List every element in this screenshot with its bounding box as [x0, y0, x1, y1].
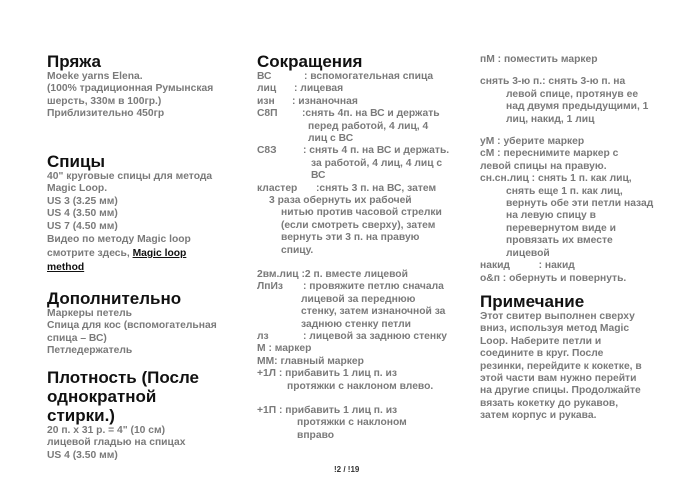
text-line: (100% традиционная Румынская — [47, 83, 214, 95]
text-line: Moeke yarns Elena. — [47, 71, 143, 82]
text-line: Magic Loop. — [47, 183, 108, 195]
text-line: Маркеры петель — [47, 308, 132, 319]
heading-note: Примечание — [480, 292, 585, 311]
text-line: этой части вам нужно перейти — [480, 373, 637, 385]
abbr-def: стенку, затем изнаночной за — [301, 306, 446, 318]
heading-gauge: стирки.) — [47, 406, 115, 425]
abbr-line: снять 3-ю п.: снять 3-ю п. на — [480, 76, 626, 88]
abbr-def: спицу. — [281, 244, 314, 256]
abbr-line: левой спицы на правую. — [480, 160, 607, 172]
abbr-line: ММ: главный маркер — [257, 355, 364, 367]
abbr-def: лиц с ВС — [308, 133, 354, 145]
abbr-def: за работой, 4 лиц, 4 лиц с — [311, 157, 443, 169]
abbr-def: протяжки с наклоном влево. — [287, 380, 434, 392]
section-abbreviations-2 — [480, 54, 653, 285]
text-line: на другие спицы. Продолжайте — [480, 385, 641, 397]
text-line: Этот свитер выполнен сверху — [480, 311, 635, 322]
section-needles — [47, 152, 212, 275]
section-abbreviations — [257, 52, 449, 257]
abbr-line: накид : накид — [480, 260, 575, 272]
abbr-def: перед работой, 4 лиц, 4 — [308, 120, 429, 132]
section-yarn — [47, 52, 213, 121]
abbr-def: : лицевой за заднюю стенку — [303, 331, 447, 343]
abbr-def: вернуть обе эти петли назад — [506, 198, 654, 210]
abbr-def: снять еще 1 п. как лиц, — [506, 185, 623, 197]
section-note — [480, 292, 642, 423]
text-line: 40" круговые спицы для метода — [47, 171, 213, 182]
abbr-line: М : маркер — [257, 343, 312, 355]
abbr-def: лиц, накид, 1 лиц — [506, 113, 595, 125]
text-line: вязать кокетку до рукавов, — [480, 397, 619, 409]
text-line: US 3 (3.25 мм) — [47, 195, 118, 207]
text-line: Видео по методу Magic loop — [47, 234, 191, 246]
text-line: Петледержатель — [47, 345, 133, 357]
text-line: шерсть, 330м в 100гр.) — [47, 95, 162, 107]
text-line: Спица для кос (вспомогательная — [47, 320, 217, 332]
abbr-line: уМ : уберите маркер — [480, 136, 585, 148]
abbr-def: ВС — [311, 170, 326, 182]
abbr-def: 3 раза обернуть их рабочей — [269, 195, 412, 207]
section-extra — [47, 289, 217, 358]
section-abbreviations-cont — [257, 269, 447, 442]
heading-gauge: однократной — [47, 387, 157, 406]
abbr-def: :снять 4п. на ВС и держать — [302, 108, 440, 120]
abbr-def: перевернутом виде и — [506, 222, 616, 234]
page-number: !2 / !19 — [334, 465, 360, 474]
abbr-term: ЛпИз — [257, 281, 283, 293]
abbr-term: ВС — [257, 71, 272, 82]
abbr-line: сн.сн.лиц : снять 1 п. как лиц, — [480, 173, 632, 185]
abbr-def: (если смотреть сверху), затем — [281, 219, 436, 231]
abbr-def: заднюю стенку петли — [301, 318, 411, 330]
text-line: спица – ВС) — [47, 332, 107, 344]
abbr-def: : вспомогательная спица — [304, 71, 434, 82]
abbr-def: протяжки с наклоном — [297, 417, 407, 429]
magic-loop-link[interactable]: Magic loop — [132, 248, 187, 260]
text-line: соедините в круг. После — [480, 348, 604, 360]
section-gauge — [47, 368, 199, 462]
text-line: US 7 (4.50 мм) — [47, 220, 118, 232]
abbr-line: сМ : переснимите маркер с — [480, 148, 619, 160]
heading-needles: Спицы — [47, 152, 105, 171]
abbr-def: лицевой — [506, 247, 550, 259]
abbr-term: С8З — [257, 145, 277, 157]
heading-extra: Дополнительно — [47, 289, 182, 308]
abbr-term: лз — [257, 331, 269, 343]
text-line: затем корпус и рукава. — [480, 410, 597, 422]
abbr-line: 2вм.лиц :2 п. вместе лицевой — [257, 269, 408, 280]
abbr-term: С8П — [257, 108, 278, 120]
text-line: Приблизительно 450гр — [47, 108, 165, 120]
abbr-term: кластер — [257, 182, 298, 194]
magic-loop-link-cont[interactable]: method — [47, 262, 85, 274]
text-line: US 4 (3.50 мм) — [47, 449, 118, 461]
abbr-def: лицевой за переднюю — [301, 293, 416, 305]
abbr-def: вправо — [297, 429, 335, 441]
abbr-line: +1Л : прибавить 1 лиц п. из — [257, 368, 397, 380]
abbr-def: вернуть эти 3 п. на правую — [281, 232, 420, 244]
abbr-def: нитью против часовой стрелки — [281, 207, 442, 219]
abbr-line: о&п : обернуть и повернуть. — [480, 272, 627, 284]
heading-yarn: Пряжа — [47, 52, 102, 71]
abbr-def: : провяжите петлю сначала — [303, 281, 444, 293]
abbr-line: +1П : прибавить 1 лиц п. из — [257, 405, 398, 417]
abbr-def: : лицевая — [294, 83, 344, 95]
abbr-def: провязать их вместе — [506, 235, 613, 247]
text-line: вниз, используя метод Magic — [480, 323, 630, 335]
text-line: резинки, перейдите к кокетке, в — [480, 360, 642, 372]
abbr-def: :снять 3 п. на ВС, затем — [316, 182, 437, 194]
abbr-def: : снять 4 п. на ВС и держать. — [303, 145, 450, 157]
abbr-def: : изнаночная — [292, 95, 358, 107]
abbr-term: лиц — [257, 83, 277, 95]
text-line: 20 п. х 31 р. = 4" (10 см) — [47, 425, 166, 436]
abbr-line: пМ : поместить маркер — [480, 54, 598, 65]
heading-abbreviations: Сокращения — [257, 52, 363, 71]
text-line: лицевой гладью на спицах — [47, 437, 186, 449]
text-line: Loop. Наберите петли и — [480, 335, 602, 347]
abbr-term: изн — [257, 95, 275, 107]
heading-gauge: Плотность (После — [47, 368, 199, 387]
text-line — [47, 247, 212, 261]
abbr-def: на левую спицу в — [506, 210, 596, 222]
text-line: US 4 (3.50 мм) — [47, 208, 118, 220]
abbr-def: левой спице, протянув ее — [506, 88, 639, 100]
text: смотрите здесь, — [47, 248, 130, 260]
abbr-def: над двумя предыдущими, 1 — [506, 101, 649, 113]
